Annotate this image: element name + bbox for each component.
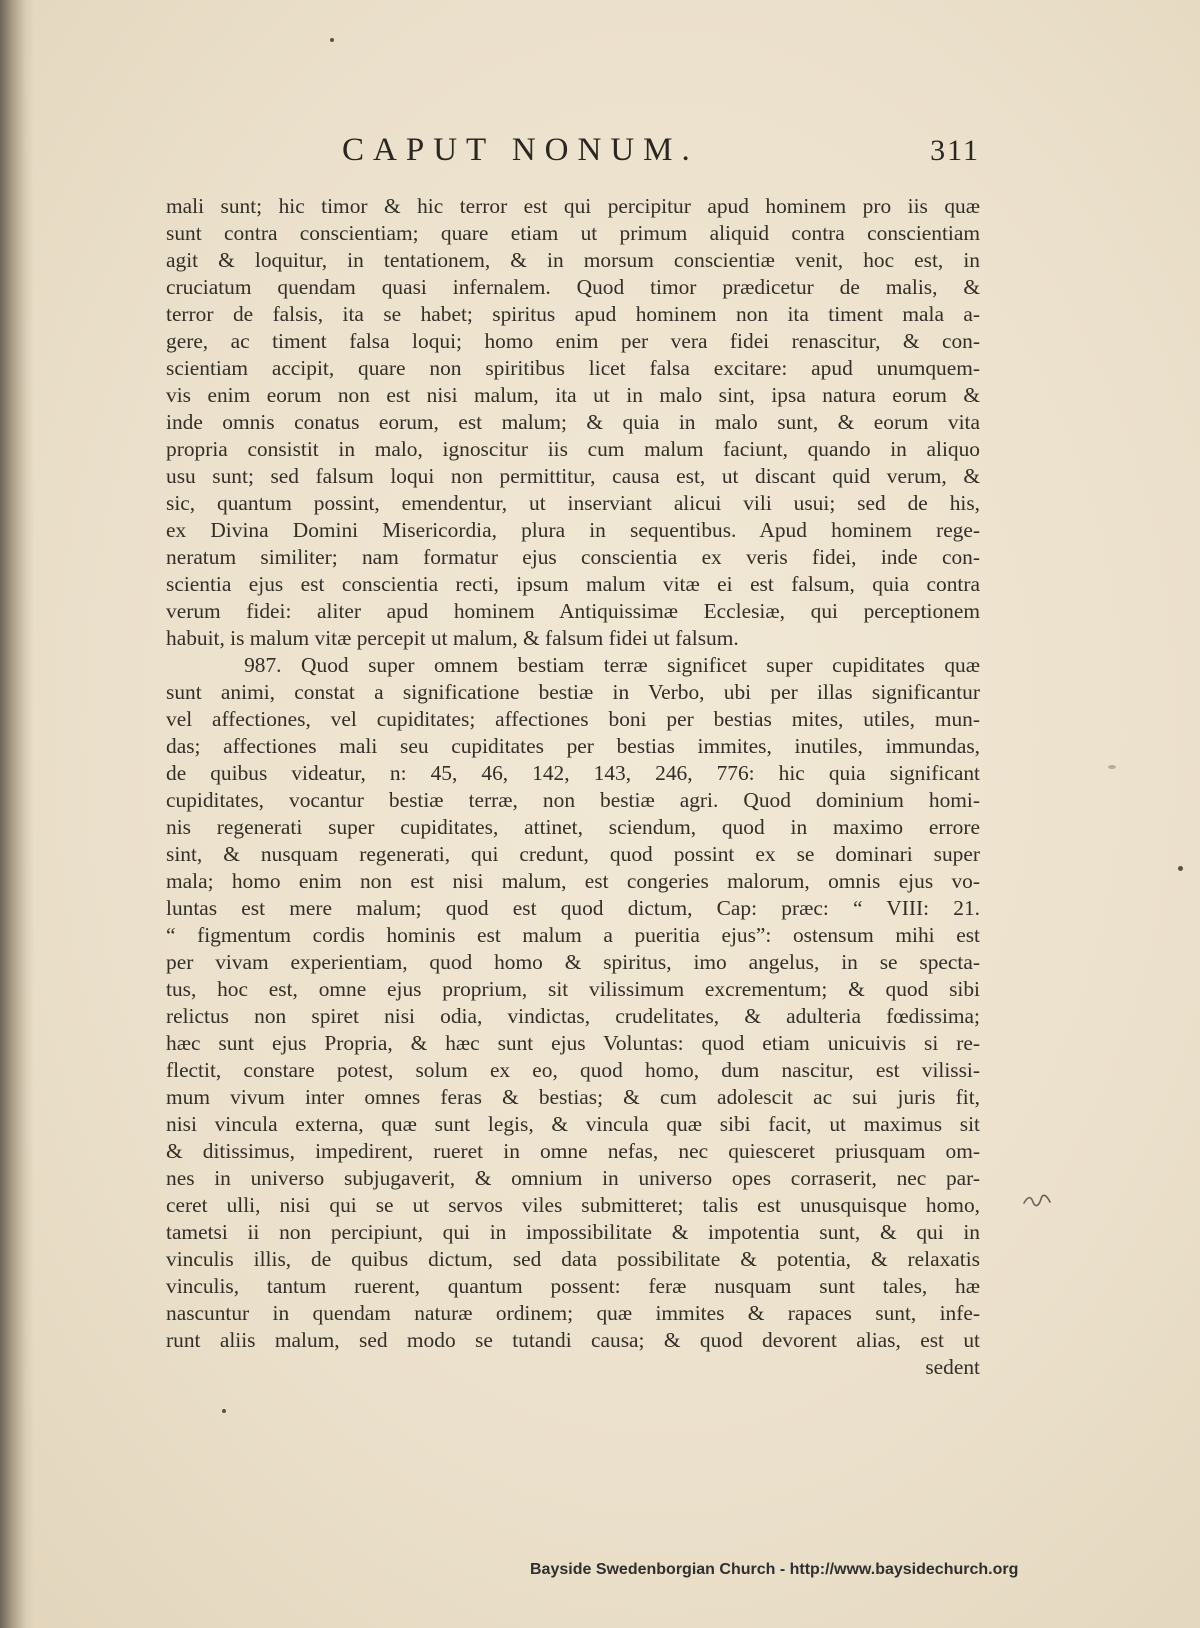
text-line: scientia ejus est conscientia recti, ipsum malum vitæ ei est falsum, quia contra xyxy=(166,572,980,596)
text-line: mali sunt; hic timor & hic terror est qui percipitur apud hominem pro iis quæ xyxy=(166,194,980,218)
ink-speck xyxy=(1178,866,1183,871)
text-line: verum fidei: aliter apud hominem Antiquissimæ Ecclesiæ, qui perceptionem xyxy=(166,599,980,623)
text-line: per vivam experientiam, quod homo & spiritus, imo angelus, in se specta- xyxy=(166,950,980,974)
page-number: 311 xyxy=(930,134,980,167)
text-line: flectit, constare potest, solum ex eo, quod homo, dum nascitur, est vilissi- xyxy=(166,1058,980,1082)
text-line: hæc sunt ejus Propria, & hæc sunt ejus Voluntas: quod etiam unicuivis si re- xyxy=(166,1031,980,1055)
text-line: runt aliis malum, sed modo se tutandi causa; & quod devorent alias, est ut xyxy=(166,1328,980,1352)
text-line: vis enim eorum non est nisi malum, ita ut in malo sint, ipsa natura eorum & xyxy=(166,383,980,407)
text-line: nisi vincula externa, quæ sunt legis, & vincula quæ sibi facit, ut maximus sit xyxy=(166,1112,980,1136)
body-text xyxy=(166,193,980,1381)
text-line: habuit, is malum vitæ percepit ut malum, & falsum fidei ut falsum. xyxy=(166,626,739,650)
ink-speck xyxy=(330,38,334,42)
text-line: cupiditates, vocantur bestiæ terræ, non bestiæ agri. Quod dominium homi- xyxy=(166,788,980,812)
text-line: & ditissimus, impedirent, rueret in omne nefas, nec quiesceret priusquam om- xyxy=(166,1139,980,1163)
text-line: nis regenerati super cupiditates, attinet, sciendum, quod in maximo errore xyxy=(166,815,980,839)
text-line: sunt contra conscientiam; quare etiam ut primum aliquid contra conscientiam xyxy=(166,221,980,245)
text-line: cruciatum quendam quasi infernalem. Quod timor prædicetur de malis, & xyxy=(166,275,980,299)
running-head xyxy=(160,132,980,176)
text-line: usu sunt; sed falsum loqui non permittitur, causa est, ut discant quid verum, & xyxy=(166,464,980,488)
text-line: mala; homo enim non est nisi malum, est congeries malorum, omnis ejus vo- xyxy=(166,869,980,893)
text-line: terror de falsis, ita se habet; spiritus apud hominem non ita timent mala a- xyxy=(166,302,980,326)
text-line: vinculis illis, de quibus dictum, sed data possibilitate & potentia, & relaxatis xyxy=(166,1247,980,1271)
text-line: nascuntur in quendam naturæ ordinem; quæ immites & rapaces sunt, infe- xyxy=(166,1301,980,1325)
text-line: gere, ac timent falsa loqui; homo enim per vera fidei renascitur, & con- xyxy=(166,329,980,353)
text-line: tametsi ii non percipiunt, qui in impossibilitate & impotentia sunt, & qui in xyxy=(166,1220,980,1244)
text-line: das; affectiones mali seu cupiditates per bestias immites, inutiles, immundas, xyxy=(166,734,980,758)
footer-credit: Bayside Swedenborgian Church - http://www.baysidechurch.org xyxy=(530,1561,1019,1578)
binding-gutter-shadow xyxy=(0,0,34,1628)
text-line: ex Divina Domini Misericordia, plura in sequentibus. Apud hominem rege- xyxy=(166,518,980,542)
text-line: ceret ulli, nisi qui se ut servos viles submitteret; talis est unusquisque homo, xyxy=(166,1193,980,1217)
text-line: “ figmentum cordis hominis est malum a pueritia ejus”: ostensum mihi est xyxy=(166,923,980,947)
running-title: CAPUT NONUM. xyxy=(342,132,699,168)
text-line: sint, & nusquam regenerati, qui credunt, quod possint ex se dominari super xyxy=(166,842,980,866)
paragraph-987-start: 987. Quod super omnem bestiam terræ significet super cupiditates quæ xyxy=(166,653,980,677)
text-line: mum vivum inter omnes feras & bestias; & cum adolescit ac sui juris fit, xyxy=(166,1085,980,1109)
ink-speck xyxy=(1108,765,1116,769)
text-line: propria consistit in malo, ignoscitur iis cum malum faciunt, quando in aliquo xyxy=(166,437,980,461)
text-line: nes in universo subjugaverit, & omnium in universo opes corraserit, nec par- xyxy=(166,1166,980,1190)
text-line: sunt animi, constat a significatione bestiæ in Verbo, ubi per illas significantur xyxy=(166,680,980,704)
text-line: vinculis, tantum ruerent, quantum possent: feræ nusquam sunt tales, hæ xyxy=(166,1274,980,1298)
text-line: luntas est mere malum; quod est quod dictum, Cap: præc: “ VIII: 21. xyxy=(166,896,980,920)
text-line: vel affectiones, vel cupiditates; affectiones boni per bestias mites, utiles, mun- xyxy=(166,707,980,731)
text-line: neratum similiter; nam formatur ejus conscientia ex veris fidei, inde con- xyxy=(166,545,980,569)
text-line: agit & loquitur, in tentationem, & in morsum conscientiæ venit, hoc est, in xyxy=(166,248,980,272)
text-line: de quibus videatur, n: 45, 46, 142, 143, 246, 776: hic quia significant xyxy=(166,761,980,785)
pencil-mark xyxy=(1022,1192,1052,1208)
text-line: inde omnis conatus eorum, est malum; & quia in malo sunt, & eorum vita xyxy=(166,410,980,434)
ink-speck xyxy=(222,1409,226,1413)
text-line: scientiam accipit, quare non spiritibus licet falsa excitare: apud unumquem- xyxy=(166,356,980,380)
catchword: sedent xyxy=(925,1355,980,1379)
text-line: tus, hoc est, omne ejus proprium, sit vilissimum excrementum; & quod sibi xyxy=(166,977,980,1001)
text-line: sic, quantum possint, emendentur, ut inserviant alicui vili usui; sed de his, xyxy=(166,491,980,515)
text-line: relictus non spiret nisi odia, vindictas, crudelitates, & adulteria fœdissima; xyxy=(166,1004,980,1028)
